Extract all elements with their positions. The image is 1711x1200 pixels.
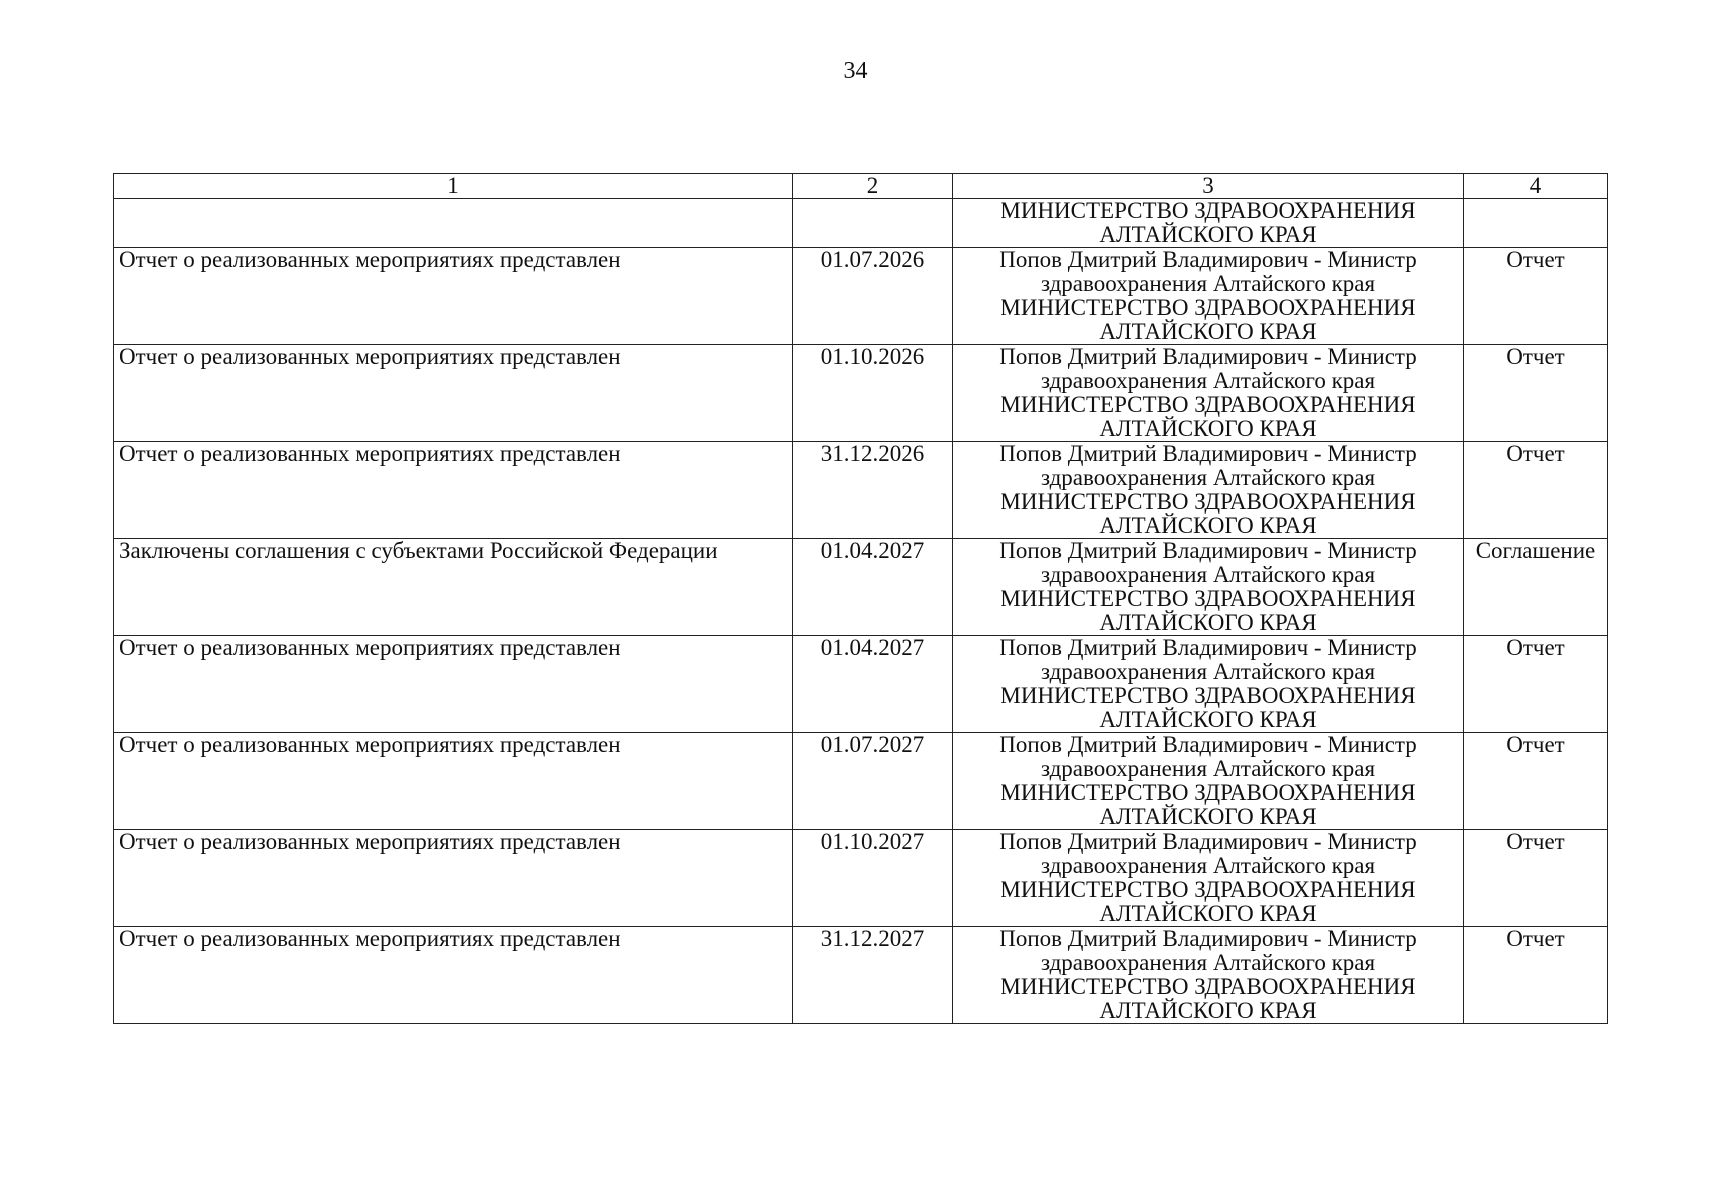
table-row — [114, 927, 1608, 1024]
doc-type-cell — [1464, 733, 1608, 830]
doc-type-text: Отчет — [1506, 926, 1565, 951]
event-cell — [114, 830, 793, 927]
doc-type-text: Отчет — [1506, 635, 1565, 660]
org-name-line: МИНИСТЕРСТВО ЗДРАВООХРАНЕНИЯ — [1000, 683, 1416, 708]
date-text: 01.10.2027 — [820, 829, 925, 854]
responsible-person: Попов Дмитрий Владимирович - Министр — [999, 635, 1417, 660]
org-name-line: МИНИСТЕРСТВО ЗДРАВООХРАНЕНИЯ — [1000, 780, 1416, 805]
doc-type-cell — [1464, 830, 1608, 927]
doc-type-text: Отчет — [1506, 732, 1565, 757]
column-header: 3 — [953, 174, 1464, 199]
event-cell — [114, 539, 793, 636]
date-text: 01.10.2026 — [820, 344, 925, 369]
table-row — [114, 199, 1608, 248]
event-text: Отчет о реализованных мероприятиях представлен — [119, 829, 621, 854]
responsible-cell — [953, 345, 1464, 442]
doc-type-text: Отчет — [1506, 441, 1565, 466]
date-cell — [793, 636, 953, 733]
results-table — [113, 173, 1608, 1024]
event-cell — [114, 733, 793, 830]
responsible-person: Попов Дмитрий Владимирович - Министр — [999, 344, 1417, 369]
org-name-line: АЛТАЙСКОГО КРАЯ — [1099, 416, 1317, 441]
event-text: Отчет о реализованных мероприятиях представлен — [119, 635, 621, 660]
responsible-position: здравоохранения Алтайского края — [1040, 368, 1376, 393]
org-name-line: АЛТАЙСКОГО КРАЯ — [1099, 707, 1317, 732]
column-header: 2 — [793, 174, 953, 199]
table-row — [114, 345, 1608, 442]
doc-type-text: Отчет — [1506, 344, 1565, 369]
org-name-line: АЛТАЙСКОГО КРАЯ — [1099, 998, 1317, 1023]
doc-type-text: Отчет — [1506, 247, 1565, 272]
table-row — [114, 636, 1608, 733]
page-number: 34 — [843, 58, 868, 84]
date-cell — [793, 345, 953, 442]
event-text: Отчет о реализованных мероприятиях представлен — [119, 732, 621, 757]
responsible-person: Попов Дмитрий Владимирович - Министр — [999, 926, 1417, 951]
event-text: Заключены соглашения с субъектами Российской Федерации — [119, 538, 718, 563]
org-name-line: МИНИСТЕРСТВО ЗДРАВООХРАНЕНИЯ — [1000, 489, 1416, 514]
org-name-line: МИНИСТЕРСТВО ЗДРАВООХРАНЕНИЯ — [1000, 877, 1416, 902]
table-row — [114, 248, 1608, 345]
org-name-line: АЛТАЙСКОГО КРАЯ — [1099, 222, 1317, 247]
doc-type-cell — [1464, 636, 1608, 733]
date-text: 01.07.2027 — [820, 732, 925, 757]
table-row — [114, 442, 1608, 539]
doc-type-cell — [1464, 927, 1608, 1024]
responsible-position: здравоохранения Алтайского края — [1040, 950, 1376, 975]
date-text: 31.12.2027 — [820, 926, 925, 951]
date-text: 01.04.2027 — [820, 538, 925, 563]
date-text: 01.04.2027 — [820, 635, 925, 660]
responsible-person: Попов Дмитрий Владимирович - Министр — [999, 247, 1417, 272]
responsible-person: Попов Дмитрий Владимирович - Министр — [999, 441, 1417, 466]
doc-type-cell — [1464, 539, 1608, 636]
date-cell — [793, 248, 953, 345]
event-cell — [114, 345, 793, 442]
table-row — [114, 733, 1608, 830]
org-name-line: АЛТАЙСКОГО КРАЯ — [1099, 901, 1317, 926]
org-name-line: МИНИСТЕРСТВО ЗДРАВООХРАНЕНИЯ — [1000, 295, 1416, 320]
org-name-line: МИНИСТЕРСТВО ЗДРАВООХРАНЕНИЯ — [1000, 974, 1416, 999]
responsible-person: Попов Дмитрий Владимирович - Министр — [999, 829, 1417, 854]
date-text: 01.07.2026 — [820, 247, 925, 272]
responsible-cell — [953, 636, 1464, 733]
table-row — [114, 539, 1608, 636]
org-name-line: АЛТАЙСКОГО КРАЯ — [1099, 319, 1317, 344]
column-header: 4 — [1464, 174, 1608, 199]
event-cell — [114, 248, 793, 345]
doc-type-cell — [1464, 345, 1608, 442]
org-name-line: МИНИСТЕРСТВО ЗДРАВООХРАНЕНИЯ — [1000, 392, 1416, 417]
date-cell — [793, 830, 953, 927]
org-name-line: МИНИСТЕРСТВО ЗДРАВООХРАНЕНИЯ — [1000, 198, 1416, 223]
doc-type-cell — [1464, 248, 1608, 345]
doc-type-cell — [1464, 199, 1608, 248]
doc-type-cell — [1464, 442, 1608, 539]
date-cell — [793, 199, 953, 248]
date-cell — [793, 733, 953, 830]
responsible-position: здравоохранения Алтайского края — [1040, 562, 1376, 587]
event-text: Отчет о реализованных мероприятиях представлен — [119, 247, 621, 272]
responsible-cell — [953, 733, 1464, 830]
responsible-cell — [953, 442, 1464, 539]
responsible-position: здравоохранения Алтайского края — [1040, 853, 1376, 878]
responsible-person: Попов Дмитрий Владимирович - Министр — [999, 538, 1417, 563]
org-name-line: МИНИСТЕРСТВО ЗДРАВООХРАНЕНИЯ — [1000, 586, 1416, 611]
date-cell — [793, 927, 953, 1024]
responsible-cell — [953, 830, 1464, 927]
doc-type-text: Соглашение — [1475, 538, 1596, 563]
responsible-cell — [953, 539, 1464, 636]
event-text: Отчет о реализованных мероприятиях представлен — [119, 441, 621, 466]
date-cell — [793, 539, 953, 636]
org-name-line: АЛТАЙСКОГО КРАЯ — [1099, 610, 1317, 635]
event-cell — [114, 636, 793, 733]
date-cell — [793, 442, 953, 539]
table-header-row — [114, 174, 1608, 199]
table-row — [114, 830, 1608, 927]
responsible-position: здравоохранения Алтайского края — [1040, 756, 1376, 781]
event-cell — [114, 927, 793, 1024]
responsible-position: здравоохранения Алтайского края — [1040, 271, 1376, 296]
responsible-cell — [953, 199, 1464, 248]
date-text: 31.12.2026 — [820, 441, 925, 466]
event-text: Отчет о реализованных мероприятиях представлен — [119, 344, 621, 369]
responsible-person: Попов Дмитрий Владимирович - Министр — [999, 732, 1417, 757]
doc-type-text: Отчет — [1506, 829, 1565, 854]
event-text: Отчет о реализованных мероприятиях представлен — [119, 926, 621, 951]
responsible-cell — [953, 248, 1464, 345]
responsible-position: здравоохранения Алтайского края — [1040, 465, 1376, 490]
responsible-position: здравоохранения Алтайского края — [1040, 659, 1376, 684]
org-name-line: АЛТАЙСКОГО КРАЯ — [1099, 513, 1317, 538]
column-header: 1 — [114, 174, 793, 199]
responsible-cell — [953, 927, 1464, 1024]
event-cell — [114, 199, 793, 248]
org-name-line: АЛТАЙСКОГО КРАЯ — [1099, 804, 1317, 829]
event-cell — [114, 442, 793, 539]
